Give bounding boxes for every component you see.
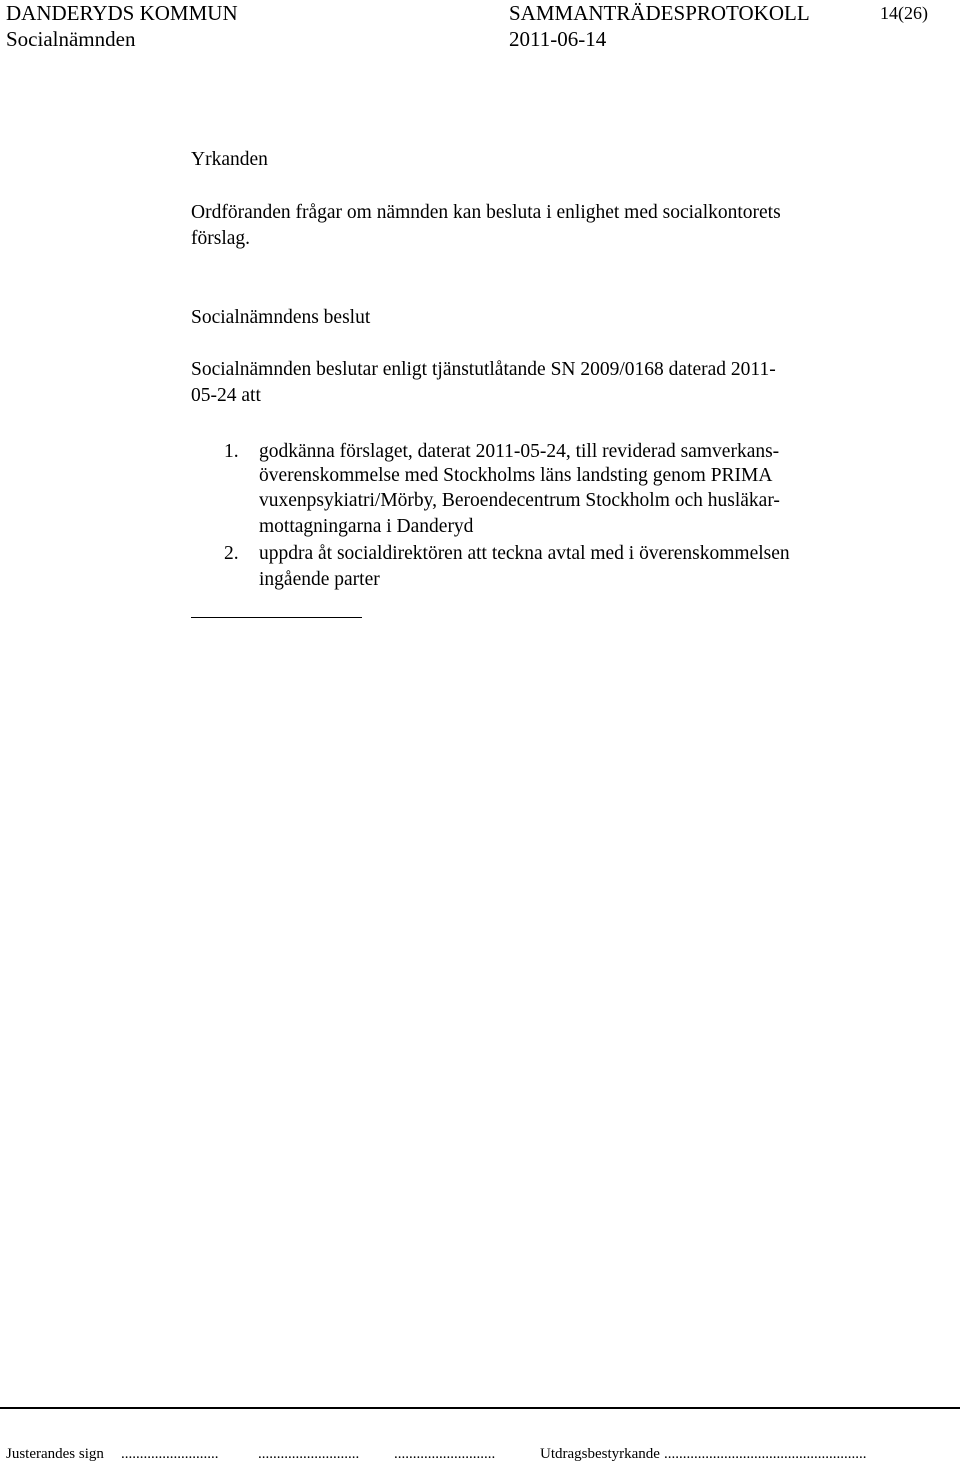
list-item-line: vuxenpsykiatri/Mörby, Beroendecentrum Stockholm och husläkar- [259, 490, 780, 511]
list-item-line: ingående parter [259, 569, 380, 590]
document-type: SAMMANTRÄDESPROTOKOLL [509, 1, 810, 25]
footer-sign-label: Justerandes sign [6, 1446, 104, 1462]
footer-extract-dots: ...................................................... [664, 1446, 867, 1462]
list-item-line: godkänna förslaget, daterat 2011-05-24, till reviderad samverkans- [259, 441, 780, 462]
list-item-number: 2. [224, 543, 239, 564]
list-item-number: 1. [224, 441, 239, 462]
section-heading-yrkanden: Yrkanden [191, 149, 268, 170]
section-divider [191, 617, 362, 618]
committee-name: Socialnämnden [6, 27, 136, 51]
footer-extract-label: Utdragsbestyrkande [540, 1446, 660, 1462]
footer-signature-dots: ........................... [394, 1446, 496, 1462]
page-number: 14(26) [880, 3, 928, 23]
section-heading-beslut: Socialnämndens beslut [191, 307, 371, 328]
paragraph-line: 05-24 att [191, 385, 261, 406]
list-item-line: överenskommelse med Stockholms läns landsting genom PRIMA [259, 465, 773, 486]
footer-divider [0, 1407, 960, 1409]
paragraph-line: Ordföranden frågar om nämnden kan besluta i enlighet med socialkontorets [191, 202, 781, 223]
list-item-line: uppdra åt socialdirektören att teckna avtal med i överenskommelsen [259, 543, 790, 564]
paragraph-line: förslag. [191, 228, 251, 249]
paragraph-line: Socialnämnden beslutar enligt tjänstutlåtande SN 2009/0168 daterad 2011- [191, 359, 776, 380]
footer-signature-dots: ........................... [258, 1446, 360, 1462]
meeting-date: 2011-06-14 [509, 27, 607, 51]
municipality-name: DANDERYDS KOMMUN [6, 1, 238, 25]
footer-signature-dots: .......................... [121, 1446, 219, 1462]
list-item-line: mottagningarna i Danderyd [259, 516, 474, 537]
